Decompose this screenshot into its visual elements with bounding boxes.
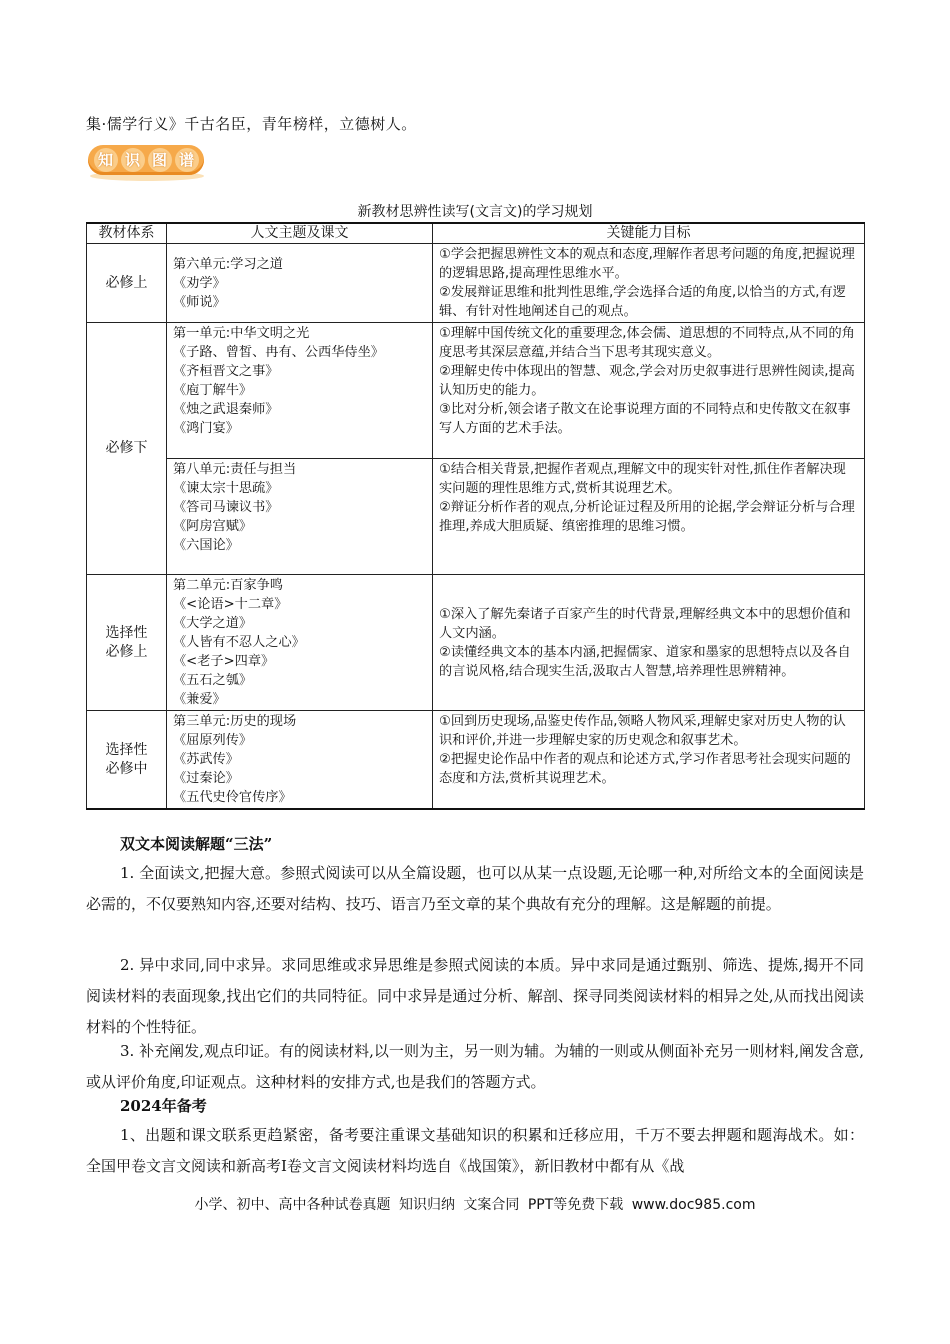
- unit-title: 第三单元:历史的现场: [173, 714, 297, 729]
- unit-title: 第二单元:百家争鸣: [173, 578, 283, 593]
- unit-title: 第一单元:中华文明之光: [173, 326, 310, 341]
- system-cell: 必修下: [87, 323, 167, 575]
- goals-cell: [433, 323, 865, 459]
- goal-item: ①理解中国传统文化的重要理念,体会儒、道思想的不同特点,从不同的角度思考其深层意蕴,并结合当下思考其现实意义。: [439, 326, 855, 360]
- lesson-item: 《答司马谏议书》: [173, 500, 279, 515]
- badge-pill: [88, 145, 204, 175]
- goal-item: ②辩证分析作者的观点,分析论证过程及所用的论据,学会辩证分析与合理推理,养成大胆质疑、缜密推理的思维习惯。: [439, 500, 855, 534]
- lesson-item: 《五代史伶官传序》: [173, 790, 292, 805]
- goal-item: ①学会把握思辨性文本的观点和态度,理解作者思考问题的角度,把握说理的逻辑思路,提高理性思维水平。: [439, 247, 855, 281]
- lesson-item: 《兼爱》: [173, 692, 226, 707]
- badge-char: 识: [121, 148, 145, 172]
- section-heading: 双文本阅读解题“三法”: [120, 835, 273, 853]
- table-row: [87, 323, 865, 459]
- unit-title: 第八单元:责任与担当: [173, 462, 297, 477]
- table-row: [87, 575, 865, 711]
- goal-item: ②把握史论作品中作者的观点和论述方式,学习作者思考社会现实问题的态度和方法,赏析其说理艺术。: [439, 752, 851, 786]
- lesson-item: 《苏武传》: [173, 752, 239, 767]
- lesson-item: 《师说》: [173, 294, 226, 310]
- lesson-item: 《过秦论》: [173, 771, 239, 786]
- lesson-item: 《阿房宫赋》: [173, 519, 253, 534]
- header-cell: 教材体系: [87, 223, 167, 244]
- lesson-item: 《<论语>十二章》: [173, 597, 288, 612]
- goal-item: ②理解史传中体现出的智慧、观念,学会对历史叙事进行思辨性阅读,提高认知历史的能力。: [439, 364, 855, 398]
- table-row: [87, 711, 865, 810]
- goals-cell: [433, 575, 865, 711]
- goal-item: ②发展辩证思维和批判性思维,学会选择合适的角度,以恰当的方式,有逻辑、有针对性地阐述自己的观点。: [439, 285, 846, 319]
- goals-cell: [433, 244, 865, 323]
- system-cell: 选择性 必修中: [87, 711, 167, 810]
- goal-item: ③比对分析,领会诸子散文在论事说理方面的不同特点和史传散文在叙事写人方面的艺术手法。: [439, 402, 851, 436]
- header-cell: 关键能力目标: [433, 223, 865, 244]
- paragraph: 1、出题和课文联系更趋紧密，备考要注重课文基础知识的积累和迁移应用，千万不要去押题和题海战术。如：全国甲卷文言文阅读和新高考Ⅰ卷文言文阅读材料均选自《战国策》，新旧教材中都有从《战: [86, 1126, 864, 1175]
- system-cell: 选择性 必修上: [87, 575, 167, 711]
- knowledge-map-badge: [88, 143, 206, 181]
- lesson-item: 《子路、曾皙、冉有、公西华侍坐》: [173, 345, 384, 360]
- lesson-item: 《谏太宗十思疏》: [173, 481, 279, 496]
- goal-item: ②读懂经典文本的基本内涵,把握儒家、道家和墨家的思想特点以及各自的言说风格,结合现实生活,汲取古人智慧,培养理性思辨精神。: [439, 644, 851, 679]
- lessons-cell: [167, 711, 433, 810]
- header-cell: 人文主题及课文: [167, 223, 433, 244]
- badge-char: 图: [148, 148, 172, 172]
- lessons-cell: [167, 459, 433, 575]
- lesson-item: 《屈原列传》: [173, 733, 253, 748]
- lesson-item: 《五石之瓠》: [173, 673, 253, 688]
- paragraph: 1. 全面读文,把握大意。参照式阅读可以从全篇设题，也可以从某一点设题,无论哪一种,对所给文本的全面阅读是必需的，不仅要熟知内容,还要对结构、技巧、语言乃至文章的某个典故有充分的理解。这是解题的前提。: [86, 864, 864, 913]
- lesson-item: 《六国论》: [173, 538, 239, 553]
- goal-item: ①深入了解先秦诸子百家产生的时代背景,理解经典文本中的思想价值和人文内涵。: [439, 606, 851, 641]
- unit-title: 第六单元:学习之道: [173, 256, 283, 272]
- lesson-item: 《齐桓晋文之事》: [173, 364, 279, 379]
- section-heading: 2024年备考: [120, 1097, 207, 1115]
- goal-item: ①回到历史现场,品鉴史传作品,领略人物风采,理解史家对历史人物的认识和评价,并进一步理解史家的历史观念和叙事艺术。: [439, 714, 846, 748]
- badge-char: 知: [94, 148, 118, 172]
- table-row: [87, 244, 865, 323]
- lesson-item: 《<老子>四章》: [173, 654, 275, 669]
- table-header-row: [87, 223, 865, 244]
- table-row: [87, 459, 865, 575]
- lessons-cell: [167, 323, 433, 459]
- intro-line: 集·儒学行义》千古名臣，青年榜样，立德树人。: [86, 115, 417, 133]
- table-title: 新教材思辨性读写(文言文)的学习规划: [357, 204, 593, 220]
- badge-char: 谱: [175, 148, 199, 172]
- goal-item: ①结合相关背景,把握作者观点,理解文中的现实针对性,抓住作者解决现实问题的理性思维方式,赏析其说理艺术。: [439, 462, 846, 496]
- paragraph: 3. 补充阐发,观点印证。有的阅读材料,以一则为主，另一则为辅。为辅的一则或从侧面补充另一则材料,阐发含意,或从评价角度,印证观点。这种材料的安排方式,也是我们的答题方式。: [86, 1042, 864, 1091]
- lesson-item: 《庖丁解牛》: [173, 383, 253, 398]
- goals-cell: [433, 711, 865, 810]
- learning-plan-table: [86, 222, 865, 810]
- lesson-item: 《烛之武退秦师》: [173, 402, 279, 417]
- system-cell: 必修上: [87, 244, 167, 323]
- footer-ad: 小学、初中、高中各种试卷真题 知识归纳 文案合同 PPT等免费下载 www.doc985.com: [194, 1197, 756, 1213]
- lessons-cell: [167, 244, 433, 323]
- paragraph: 2. 异中求同,同中求异。求同思维或求异思维是参照式阅读的本质。异中求同是通过甄别、筛选、提炼,揭开不同阅读材料的表面现象,找出它们的共同特征。同中求异是通过分析、解剖、探寻同类阅读材料的相异之处,从而找出阅读材料的个性特征。: [86, 956, 864, 1036]
- lessons-cell: [167, 575, 433, 711]
- lesson-item: 《大学之道》: [173, 616, 253, 631]
- lesson-item: 《鸿门宴》: [173, 421, 239, 436]
- goals-cell: [433, 459, 865, 575]
- lesson-item: 《人皆有不忍人之心》: [173, 635, 305, 650]
- lesson-item: 《劝学》: [173, 275, 226, 291]
